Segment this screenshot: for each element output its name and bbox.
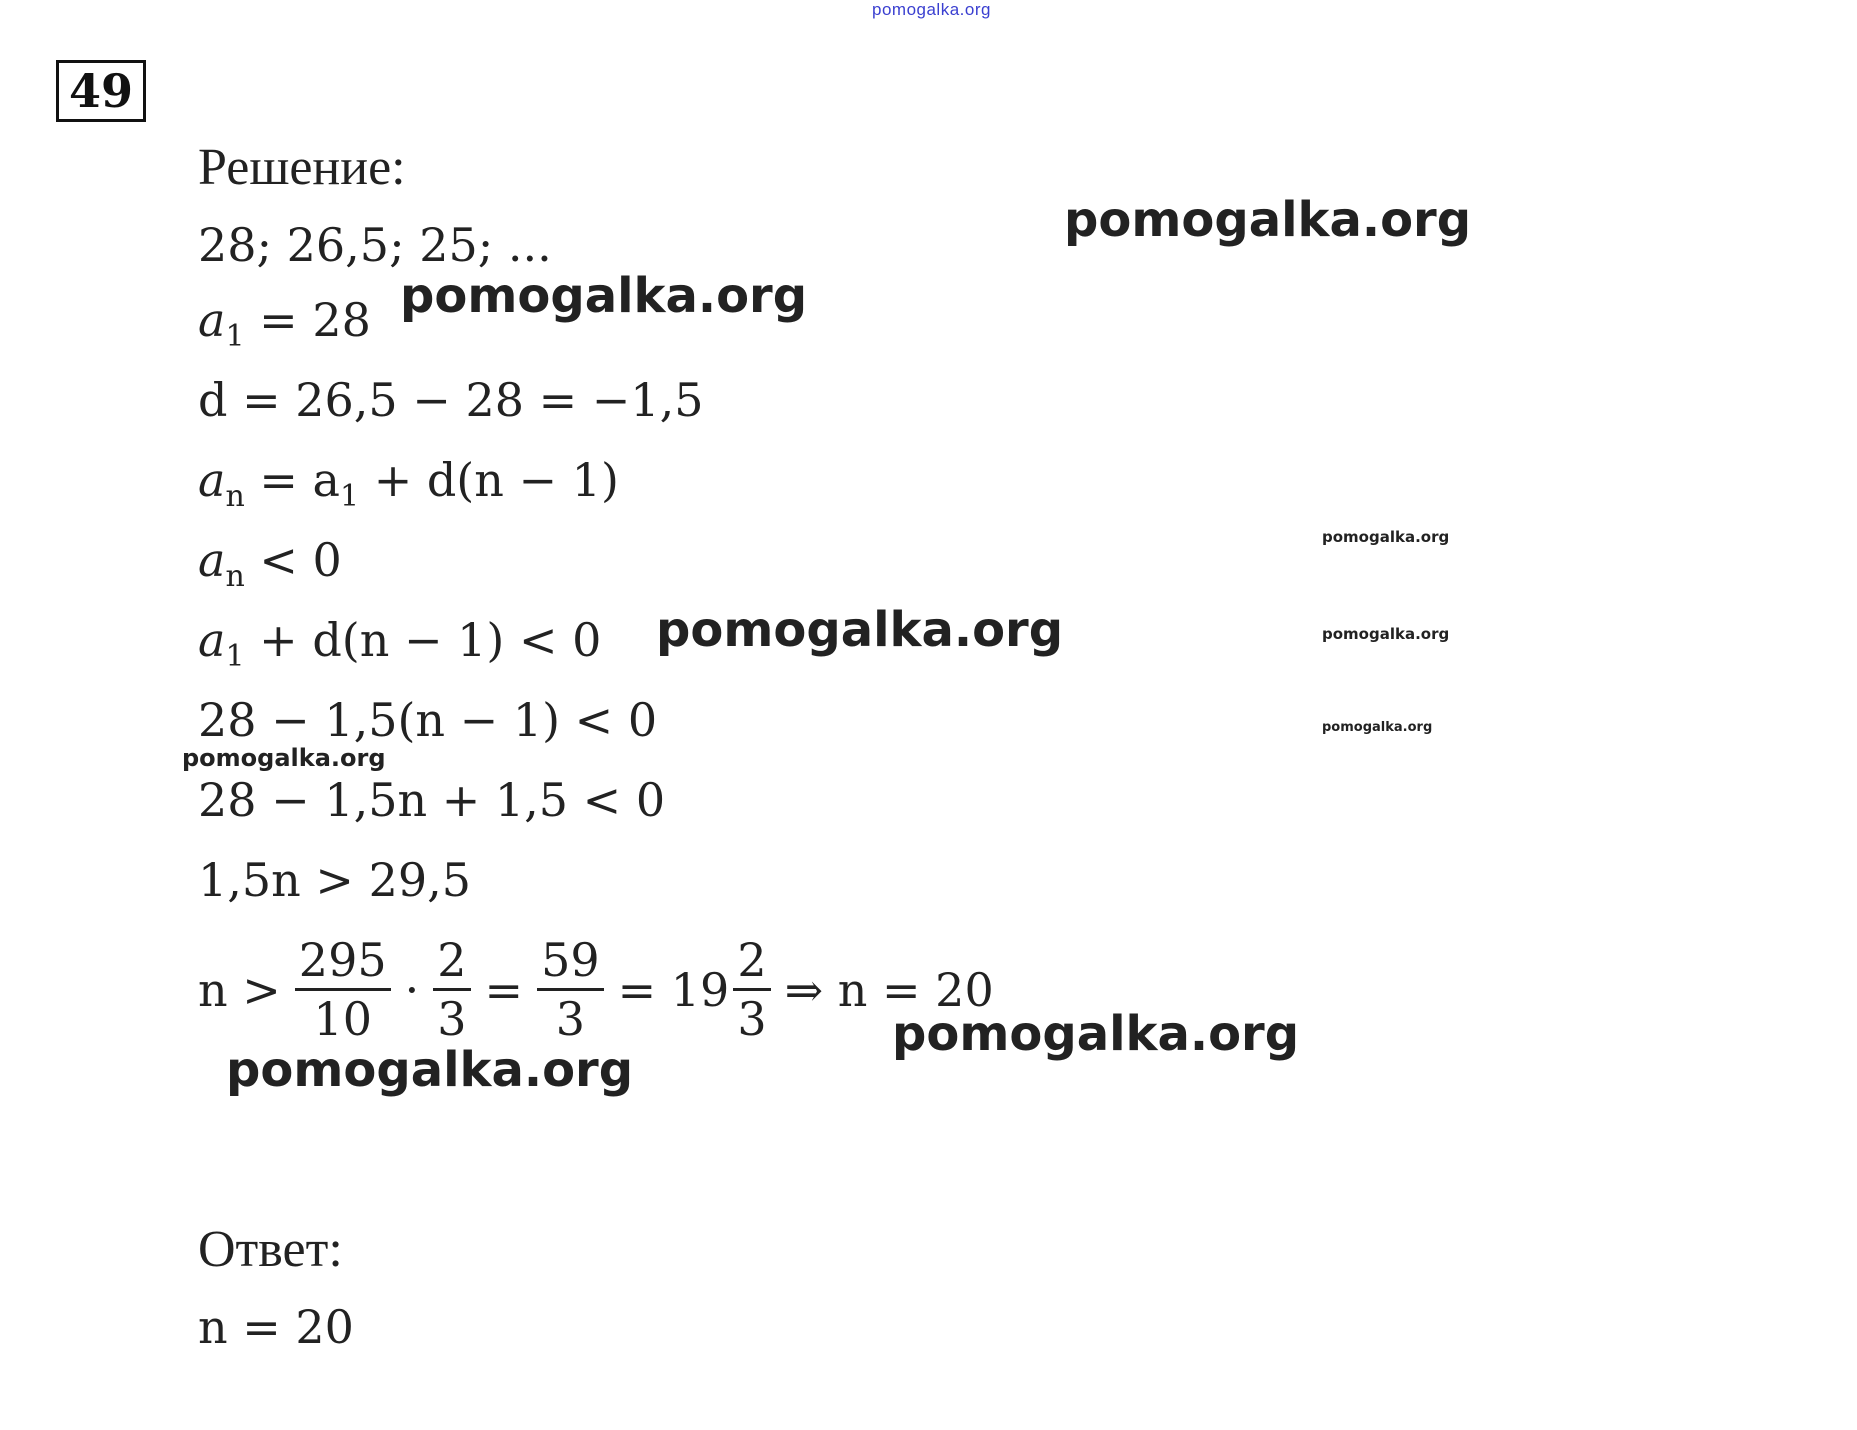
subscript-1: 1 [339, 479, 360, 514]
whole-part: = 19 [617, 962, 730, 1017]
numerator: 295 [295, 932, 391, 991]
result: ⇒ n = 20 [784, 962, 994, 1017]
numerator: 2 [433, 932, 470, 991]
multiply-dot: · [404, 962, 420, 1017]
formula-end: + d(n − 1) < 0 [244, 613, 602, 667]
var-a: a [198, 293, 226, 347]
watermark: pomogalka.org [1322, 720, 1433, 735]
fraction-59-3 [537, 932, 604, 1047]
formula-end: < 0 [244, 533, 342, 587]
formula-an-general [198, 453, 619, 514]
n-greater: n > [198, 962, 281, 1017]
var-a: a [198, 613, 226, 667]
watermark: pomogalka.org [400, 268, 808, 324]
numerator: 2 [733, 932, 770, 991]
watermark: pomogalka.org [656, 602, 1064, 658]
formula-a1-rhs: = 28 [244, 293, 371, 347]
denominator: 3 [737, 992, 767, 1046]
fraction-2-3-mixed [733, 932, 770, 1047]
subscript-n: n [225, 479, 245, 514]
formula-mid: = a [244, 453, 340, 507]
subscript-1: 1 [225, 639, 245, 674]
formula-a1 [198, 293, 371, 354]
formula-d: d = 26,5 − 28 = −1,5 [198, 373, 704, 427]
sequence-line: 28; 26,5; 25; ... [198, 218, 552, 272]
watermark: pomogalka.org [1064, 192, 1472, 248]
watermark: pomogalka.org [892, 1006, 1300, 1062]
var-a: a [198, 533, 226, 587]
watermark: pomogalka.org [182, 744, 386, 772]
equals-sign: = [484, 962, 524, 1017]
formula-inequality-4: 1,5n > 29,5 [198, 853, 471, 907]
problem-number: 49 [56, 60, 146, 122]
top-watermark: pomogalka.org [872, 0, 991, 19]
denominator: 3 [437, 992, 467, 1046]
formula-end: + d(n − 1) [359, 453, 619, 507]
formula-inequality-2: 28 − 1,5(n − 1) < 0 [198, 693, 658, 747]
solution-heading: Решение: [198, 139, 406, 196]
fraction-295-10 [295, 932, 391, 1047]
subscript-1: 1 [225, 319, 245, 354]
watermark: pomogalka.org [226, 1042, 634, 1098]
fraction-2-3 [433, 932, 470, 1047]
formula-inequality-3: 28 − 1,5n + 1,5 < 0 [198, 773, 666, 827]
formula-inequality-1 [198, 613, 601, 674]
numerator: 59 [537, 932, 604, 991]
answer-value: n = 20 [198, 1300, 354, 1354]
watermark: pomogalka.org [1322, 528, 1450, 546]
mixed-number [618, 932, 775, 1047]
watermark: pomogalka.org [1322, 625, 1450, 643]
formula-final [198, 932, 994, 1047]
denominator: 10 [313, 992, 372, 1046]
denominator: 3 [555, 992, 585, 1046]
var-a: a [198, 453, 226, 507]
formula-an-negative [198, 533, 342, 594]
subscript-n: n [225, 559, 245, 594]
answer-heading: Ответ: [198, 1221, 343, 1278]
